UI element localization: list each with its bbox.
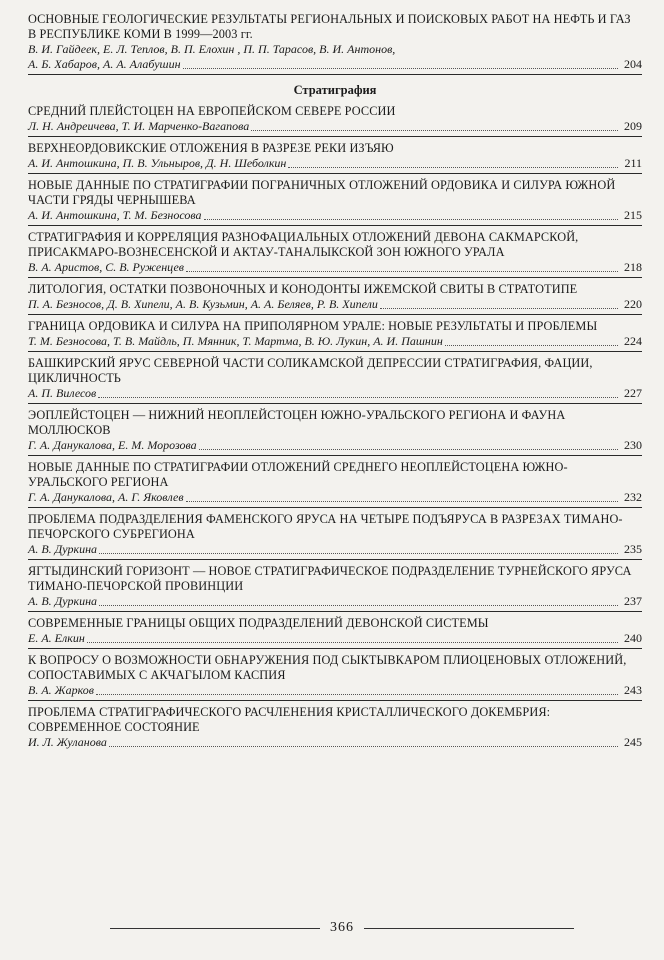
entry-title: ЭОПЛЕЙСТОЦЕН — НИЖНИЙ НЕОПЛЕЙСТОЦЕН ЮЖНО-УРАЛЬСКОГО РЕГИОНА И ФАУНА МОЛЛЮСКОВ bbox=[28, 408, 566, 437]
entry-title: НОВЫЕ ДАННЫЕ ПО СТРАТИГРАФИИ ПОГРАНИЧНЫХ ОТЛОЖЕНИЙ ОРДОВИКА И СИЛУРА ЮЖНОЙ ЧАСТИ ГРЯДЫ ЧЕРНЫШЕВА bbox=[28, 178, 616, 207]
toc-entry bbox=[28, 653, 642, 701]
entry-page: 209 bbox=[624, 119, 642, 133]
toc-entry bbox=[28, 178, 642, 226]
toc-entry bbox=[28, 104, 642, 137]
entry-title: СТРАТИГРАФИЯ И КОРРЕЛЯЦИЯ РАЗНОФАЦИАЛЬНЫХ ОТЛОЖЕНИЙ ДЕВОНА САКМАРСКОЙ, ПРИСАКМАРО-ВОЗНЕСЕНСКОЙ И АКТАУ-ТАНАЛЫКСКОЙ ЗОН ЮЖНОГО УРАЛА bbox=[28, 230, 579, 259]
entry-page: 245 bbox=[624, 735, 642, 749]
dot-leader bbox=[445, 345, 618, 346]
dot-leader bbox=[109, 746, 618, 747]
toc-entry bbox=[28, 564, 642, 612]
dot-leader bbox=[96, 694, 618, 695]
entry-authors: В. А. Жарков bbox=[28, 683, 95, 697]
entry-title: СОВРЕМЕННЫЕ ГРАНИЦЫ ОБЩИХ ПОДРАЗДЕЛЕНИЙ ДЕВОНСКОЙ СИСТЕМЫ bbox=[28, 616, 489, 630]
entry-authors: Е. А. Елкин bbox=[28, 631, 85, 645]
toc-entry bbox=[28, 230, 642, 278]
toc-entry bbox=[28, 141, 642, 174]
toc-entry bbox=[28, 460, 642, 508]
entry-page: 218 bbox=[624, 260, 642, 274]
entry-authors: В. А. Аристов, С. В. Руженцев bbox=[28, 260, 184, 274]
entry-page: 215 bbox=[624, 208, 642, 222]
toc-list bbox=[28, 104, 642, 752]
page-footer bbox=[110, 920, 574, 936]
entry-authors: Г. А. Данукалова, А. Г. Яковлев bbox=[28, 490, 184, 504]
entry-page: 243 bbox=[624, 683, 642, 697]
entry-authors: А. П. Вилесов bbox=[28, 386, 97, 400]
dot-leader bbox=[186, 271, 618, 272]
entry-page: 220 bbox=[624, 297, 642, 311]
entry-title: ОСНОВНЫЕ ГЕОЛОГИЧЕСКИЕ РЕЗУЛЬТАТЫ РЕГИОНАЛЬНЫХ И ПОИСКОВЫХ РАБОТ НА НЕФТЬ И ГАЗ В РЕСПУБЛИКЕ КОМИ В 1999—2003 гг. bbox=[28, 12, 631, 41]
toc-entry bbox=[28, 512, 642, 560]
entry-page: 230 bbox=[624, 438, 642, 452]
toc-entry bbox=[28, 616, 642, 649]
entry-page: 227 bbox=[624, 386, 642, 400]
entry-title: ПРОБЛЕМА ПОДРАЗДЕЛЕНИЯ ФАМЕНСКОГО ЯРУСА НА ЧЕТЫРЕ ПОДЪЯРУСА В РАЗРЕЗАХ ТИМАНО-ПЕЧОРСКОГО СУБРЕГИОНА bbox=[28, 512, 623, 541]
toc-entry-top bbox=[28, 12, 642, 75]
dot-leader bbox=[183, 68, 618, 69]
entry-authors: П. А. Безносов, Д. В. Хипели, А. В. Кузьмин, А. А. Беляев, Р. В. Хипели bbox=[28, 297, 378, 311]
dot-leader bbox=[251, 130, 618, 131]
page-number: 366 bbox=[330, 920, 354, 935]
entry-authors: И. Л. Жуланова bbox=[28, 735, 107, 749]
entry-page: 211 bbox=[624, 156, 642, 170]
entry-title: СРЕДНИЙ ПЛЕЙСТОЦЕН НА ЕВРОПЕЙСКОМ СЕВЕРЕ РОССИИ bbox=[28, 104, 396, 118]
dot-leader bbox=[199, 449, 618, 450]
entry-authors: Л. Н. Андреичева, Т. И. Марченко-Вагапова bbox=[28, 119, 250, 133]
entry-authors: А. В. Дуркина bbox=[28, 594, 98, 608]
dot-leader bbox=[380, 308, 618, 309]
entry-title: ПРОБЛЕМА СТРАТИГРАФИЧЕСКОГО РАСЧЛЕНЕНИЯ КРИСТАЛЛИЧЕСКОГО ДОКЕМБРИЯ: СОВРЕМЕННОЕ СОСТОЯНИЕ bbox=[28, 705, 551, 734]
entry-title: НОВЫЕ ДАННЫЕ ПО СТРАТИГРАФИИ ОТЛОЖЕНИЙ СРЕДНЕГО НЕОПЛЕЙСТОЦЕНА ЮЖНО-УРАЛЬСКОГО РЕГИОНА bbox=[28, 460, 568, 489]
entry-title: К ВОПРОСУ О ВОЗМОЖНОСТИ ОБНАРУЖЕНИЯ ПОД СЫКТЫВКАРОМ ПЛИОЦЕНОВЫХ ОТЛОЖЕНИЙ, СОПОСТАВИМЫХ С АКЧАГЫЛОМ КАСПИЯ bbox=[28, 653, 627, 682]
dot-leader bbox=[99, 605, 618, 606]
dot-leader bbox=[87, 642, 618, 643]
entry-page: 204 bbox=[624, 57, 642, 71]
entry-authors: А. Б. Хабаров, А. А. Алабушин bbox=[28, 57, 181, 71]
footer-rule bbox=[110, 928, 320, 929]
footer-rule bbox=[364, 928, 574, 929]
entry-authors: Т. М. Безносова, Т. В. Майдль, П. Мянник, Т. Мартма, В. Ю. Лукин, А. И. Пашнин bbox=[28, 334, 443, 348]
toc-entry bbox=[28, 319, 642, 352]
toc-entry bbox=[28, 705, 642, 752]
entry-authors: Г. А. Данукалова, Е. М. Морозова bbox=[28, 438, 197, 452]
entry-page: 240 bbox=[624, 631, 642, 645]
entry-page: 224 bbox=[624, 334, 642, 348]
entry-page: 235 bbox=[624, 542, 642, 556]
entry-authors: А. И. Антошкина, П. В. Ульныров, Д. Н. Шеболкин bbox=[28, 156, 287, 170]
entry-authors: В. И. Гайдеек, Е. Л. Теплов, В. П. Елохин , П. П. Тарасов, В. И. Антонов, bbox=[28, 42, 396, 56]
section-title: Стратиграфия bbox=[293, 83, 377, 97]
entry-title: ГРАНИЦА ОРДОВИКА И СИЛУРА НА ПРИПОЛЯРНОМ УРАЛЕ: НОВЫЕ РЕЗУЛЬТАТЫ И ПРОБЛЕМЫ bbox=[28, 319, 598, 333]
entry-title: ЛИТОЛОГИЯ, ОСТАТКИ ПОЗВОНОЧНЫХ И КОНОДОНТЫ ИЖЕМСКОЙ СВИТЫ В СТРАТОТИПЕ bbox=[28, 282, 578, 296]
dot-leader bbox=[99, 553, 618, 554]
dot-leader bbox=[98, 397, 618, 398]
entry-title: ВЕРХНЕОРДОВИКСКИЕ ОТЛОЖЕНИЯ В РАЗРЕЗЕ РЕКИ ИЗЪЯЮ bbox=[28, 141, 394, 155]
entry-authors: А. В. Дуркина bbox=[28, 542, 98, 556]
entry-page: 237 bbox=[624, 594, 642, 608]
entry-authors: А. И. Антошкина, Т. М. Безносова bbox=[28, 208, 202, 222]
dot-leader bbox=[204, 219, 618, 220]
dot-leader bbox=[186, 501, 618, 502]
toc-entry bbox=[28, 282, 642, 315]
dot-leader bbox=[288, 167, 618, 168]
entry-page: 232 bbox=[624, 490, 642, 504]
entry-title: ЯГТЫДИНСКИЙ ГОРИЗОНТ — НОВОЕ СТРАТИГРАФИЧЕСКОЕ ПОДРАЗДЕЛЕНИЕ ТУРНЕЙСКОГО ЯРУСА ТИМАНО-ПЕЧОРСКОЙ ПРОВИНЦИИ bbox=[28, 564, 632, 593]
entry-title: БАШКИРСКИЙ ЯРУС СЕВЕРНОЙ ЧАСТИ СОЛИКАМСКОЙ ДЕПРЕССИИ СТРАТИГРАФИЯ, ФАЦИИ, ЦИКЛИЧНОСТЬ bbox=[28, 356, 593, 385]
toc-entry bbox=[28, 356, 642, 404]
toc-entry bbox=[28, 408, 642, 456]
